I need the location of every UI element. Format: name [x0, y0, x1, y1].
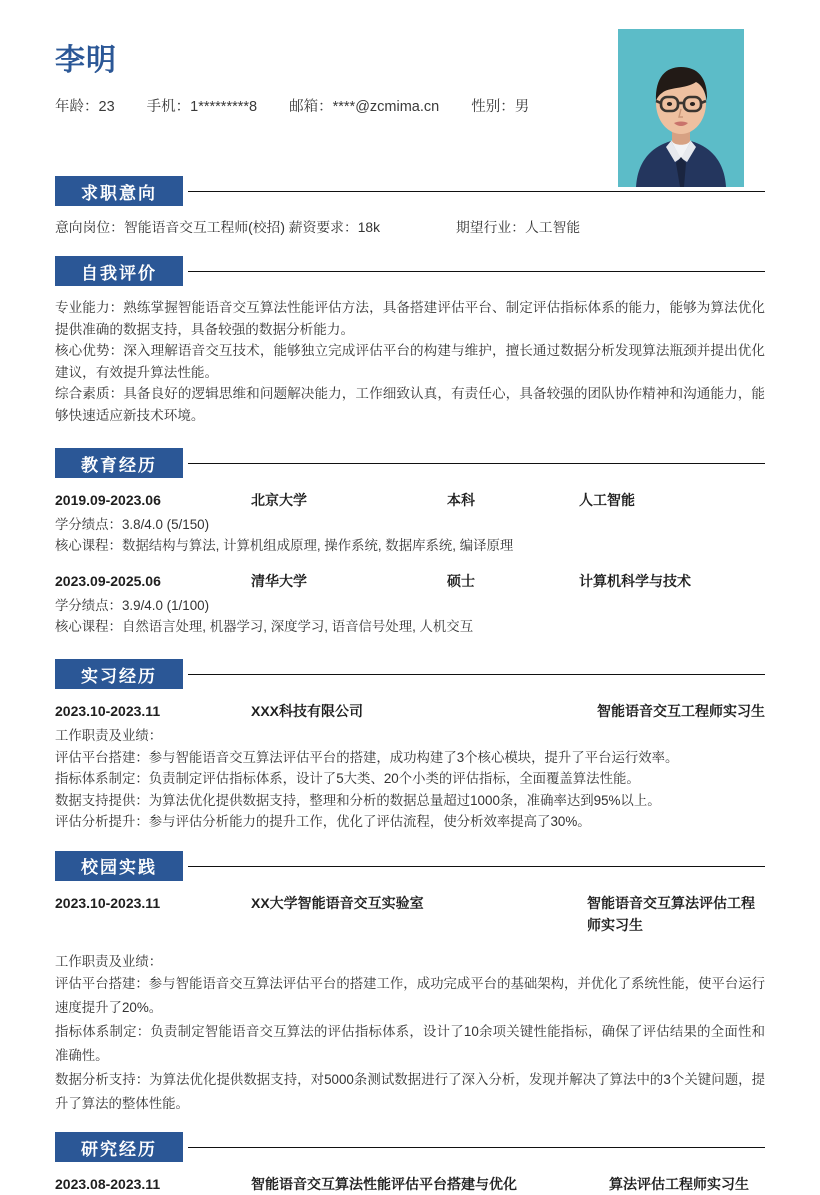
research-entry	[55, 1173, 765, 1195]
section-education	[0, 448, 820, 637]
education-school: 清华大学	[251, 573, 307, 589]
page-title: 李明	[55, 44, 117, 77]
internship-entry	[55, 700, 765, 833]
education-row	[55, 489, 765, 511]
research-role: 算法评估工程师实习生	[609, 1176, 749, 1192]
section-title-badge: 校园实践	[55, 851, 183, 881]
job-intent-industry: 期望行业：人工智能	[456, 220, 581, 235]
section-rule	[188, 866, 765, 867]
education-courses: 核心课程：数据结构与算法, 计算机组成原理, 操作系统, 数据库系统, 编译原理	[55, 538, 514, 553]
portrait-photo-icon	[618, 29, 744, 187]
contact-age: 年龄：23	[55, 99, 115, 115]
campus-role: 智能语音交互算法评估工程师实习生	[587, 894, 755, 933]
education-school: 北京大学	[251, 492, 307, 508]
section-header	[55, 1132, 765, 1162]
education-gpa: 学分绩点：3.9/4.0 (1/100)	[55, 598, 210, 613]
section-rule	[188, 674, 765, 675]
section-header	[55, 256, 765, 286]
campus-row	[55, 892, 765, 936]
campus-bullet: 指标体系制定：负责制定智能语音交互算法的评估指标体系，设计了10余项关键性能指标，确保了评估结果的全面性和准确性。	[55, 1024, 765, 1063]
internship-bullet: 评估平台搭建：参与智能语音交互算法评估平台的搭建，成功构建了3个核心模块，提升了平台运行效率。	[55, 749, 679, 765]
internship-row	[55, 700, 765, 722]
internship-company: XXX科技有限公司	[251, 703, 364, 719]
section-rule	[188, 1147, 765, 1148]
avatar	[618, 29, 744, 187]
section-campus-practice	[0, 851, 820, 1117]
campus-bullet: 数据分析支持：为算法优化提供数据支持，对5000条测试数据进行了深入分析，发现并解决了算法中的3个关键问题，提升了算法的整体性能。	[55, 1072, 765, 1111]
internship-role: 智能语音交互工程师实习生	[597, 703, 765, 719]
self-eval-paragraph: 综合素质：具备良好的逻辑思维和问题解决能力，工作细致认真，有责任心，具备较强的团队协作精神和沟通能力，能够快速适应新技术环境。	[55, 386, 765, 423]
campus-bullet: 评估平台搭建：参与智能语音交互算法评估平台的搭建工作，成功完成平台的基础架构，并优化了系统性能，使平台运行速度提升了20%。	[55, 976, 765, 1015]
section-self-evaluation	[0, 256, 820, 426]
campus-label: 工作职责及业绩：	[55, 953, 163, 969]
education-entry	[55, 489, 765, 556]
section-rule	[188, 271, 765, 272]
campus-date: 2023.10-2023.11	[55, 894, 161, 911]
self-eval-paragraph: 专业能力：熟练掌握智能语音交互算法性能评估方法，具备搭建评估平台、制定评估指标体系的能力，能够为算法优化提供准确的数据支持，具备较强的数据分析能力。	[55, 300, 765, 337]
education-date: 2019.09-2023.06	[55, 492, 161, 508]
research-project: 智能语音交互算法性能评估平台搭建与优化	[251, 1176, 517, 1192]
section-header	[55, 448, 765, 478]
research-row	[55, 1173, 765, 1195]
section-internship	[0, 659, 820, 833]
section-rule	[188, 191, 765, 192]
section-title-badge: 教育经历	[55, 448, 183, 478]
job-intent-position-salary: 意向岗位：智能语音交互工程师(校招) 薪资要求：18k	[55, 220, 381, 235]
education-major: 人工智能	[579, 492, 635, 508]
education-courses: 核心课程：自然语言处理, 机器学习, 深度学习, 语音信号处理, 人机交互	[55, 619, 474, 634]
education-major: 计算机科学与技术	[579, 573, 691, 589]
contact-gender: 性别：男	[471, 99, 530, 115]
research-date: 2023.08-2023.11	[55, 1176, 161, 1192]
section-title-badge: 自我评价	[55, 256, 183, 286]
section-header	[55, 176, 765, 206]
internship-bullet: 评估分析提升：参与评估分析能力的提升工作，优化了评估流程，使分析效率提高了30%。	[55, 814, 591, 829]
internship-label: 工作职责及业绩：	[55, 728, 163, 743]
job-intent-row	[55, 217, 765, 238]
section-title-badge: 研究经历	[55, 1132, 183, 1162]
contact-phone: 手机：1*********8	[146, 99, 258, 115]
campus-organization: XX大学智能语音交互实验室	[251, 894, 424, 911]
campus-entry	[55, 892, 765, 1117]
section-title-badge: 求职意向	[55, 176, 183, 206]
section-rule	[188, 463, 765, 464]
section-job-intent	[0, 176, 820, 238]
internship-bullet: 数据支持提供：为算法优化提供数据支持，整理和分析的数据总量超过1000条，准确率达到95%以上。	[55, 792, 661, 808]
internship-bullet: 指标体系制定：负责制定评估指标体系，设计了5大类、20个小类的评估指标，全面覆盖算法性能。	[55, 771, 640, 786]
section-header	[55, 851, 765, 881]
contact-email: 邮箱：****@zcmima.cn	[289, 99, 440, 115]
education-row	[55, 570, 765, 592]
resume-header	[0, 0, 820, 176]
education-degree: 本科	[447, 492, 475, 508]
section-title-badge: 实习经历	[55, 659, 183, 689]
education-degree: 硕士	[447, 573, 475, 589]
section-header	[55, 659, 765, 689]
education-date: 2023.09-2025.06	[55, 573, 161, 589]
internship-date: 2023.10-2023.11	[55, 703, 161, 719]
education-gpa: 学分绩点：3.8/4.0 (5/150)	[55, 517, 210, 532]
self-eval-paragraph: 核心优势：深入理解语音交互技术，能够独立完成评估平台的构建与维护，擅长通过数据分析发现算法瓶颈并提出优化建议，有效提升算法性能。	[55, 343, 765, 380]
education-entry	[55, 570, 765, 637]
section-research	[0, 1132, 820, 1195]
